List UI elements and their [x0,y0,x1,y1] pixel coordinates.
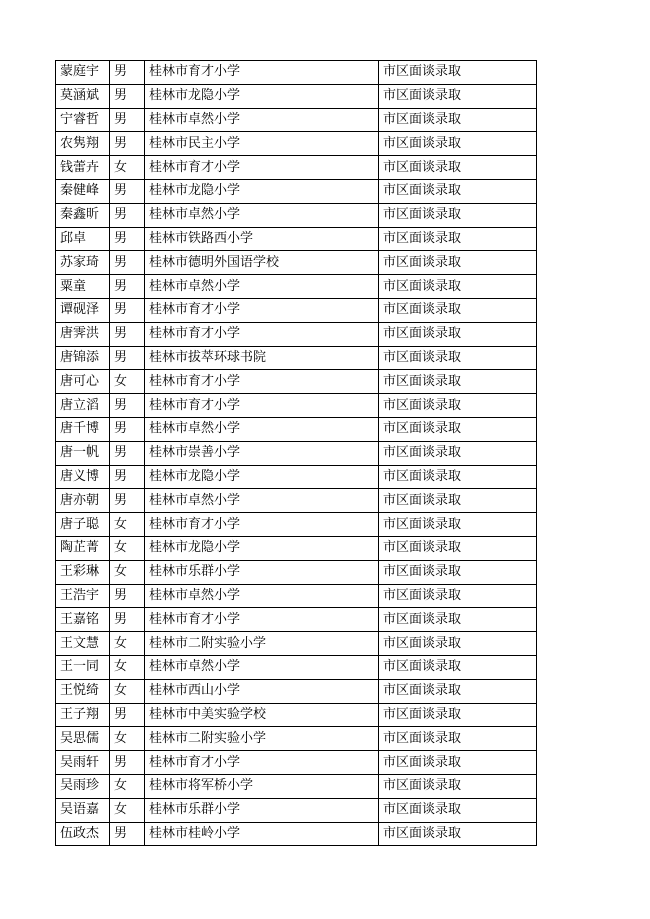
gender-cell: 男 [110,703,145,727]
student-name-cell: 唐霁洪 [56,322,110,346]
table-row [56,655,537,679]
school-cell: 桂林市育才小学 [145,513,379,537]
student-name-cell: 唐立滔 [56,394,110,418]
gender-cell: 男 [110,227,145,251]
result-cell: 市区面谈录取 [379,132,537,156]
school-cell: 桂林市卓然小学 [145,275,379,299]
student-name-cell: 王浩宇 [56,584,110,608]
school-cell: 桂林市育才小学 [145,322,379,346]
table-row [56,275,537,299]
result-cell: 市区面谈录取 [379,560,537,584]
student-name-cell: 唐锦添 [56,346,110,370]
school-cell: 桂林市龙隐小学 [145,179,379,203]
student-name-cell: 唐可心 [56,370,110,394]
table-row [56,584,537,608]
result-cell: 市区面谈录取 [379,298,537,322]
school-cell: 桂林市卓然小学 [145,489,379,513]
student-name-cell: 唐一帆 [56,441,110,465]
table-row [56,370,537,394]
school-cell: 桂林市崇善小学 [145,441,379,465]
table-row [56,203,537,227]
gender-cell: 女 [110,727,145,751]
school-cell: 桂林市龙隐小学 [145,536,379,560]
school-cell: 桂林市育才小学 [145,61,379,85]
table-row [56,179,537,203]
result-cell: 市区面谈录取 [379,489,537,513]
table-row [56,132,537,156]
student-name-cell: 伍政杰 [56,822,110,846]
table-row [56,251,537,275]
table-row [56,465,537,489]
table-row [56,513,537,537]
result-cell: 市区面谈录取 [379,703,537,727]
student-name-cell: 邱卓 [56,227,110,251]
student-name-cell: 王子翔 [56,703,110,727]
student-name-cell: 吴思儒 [56,727,110,751]
gender-cell: 男 [110,489,145,513]
table-row [56,417,537,441]
student-name-cell: 农隽翔 [56,132,110,156]
gender-cell: 女 [110,156,145,180]
table-row [56,227,537,251]
gender-cell: 女 [110,513,145,537]
school-cell: 桂林市卓然小学 [145,203,379,227]
student-name-cell: 王文慧 [56,632,110,656]
school-cell: 桂林市民主小学 [145,132,379,156]
result-cell: 市区面谈录取 [379,679,537,703]
gender-cell: 男 [110,251,145,275]
student-name-cell: 唐亦朝 [56,489,110,513]
result-cell: 市区面谈录取 [379,822,537,846]
school-cell: 桂林市育才小学 [145,298,379,322]
school-cell: 桂林市二附实验小学 [145,632,379,656]
student-name-cell: 唐义博 [56,465,110,489]
student-name-cell: 谭砚泽 [56,298,110,322]
table-row [56,84,537,108]
student-name-cell: 秦鑫昕 [56,203,110,227]
admission-table [55,60,537,846]
result-cell: 市区面谈录取 [379,798,537,822]
gender-cell: 女 [110,774,145,798]
result-cell: 市区面谈录取 [379,156,537,180]
result-cell: 市区面谈录取 [379,584,537,608]
school-cell: 桂林市龙隐小学 [145,465,379,489]
table-row [56,632,537,656]
gender-cell: 男 [110,822,145,846]
school-cell: 桂林市西山小学 [145,679,379,703]
school-cell: 桂林市育才小学 [145,608,379,632]
table-row [56,774,537,798]
school-cell: 桂林市卓然小学 [145,108,379,132]
table-row [56,156,537,180]
student-name-cell: 吴雨珍 [56,774,110,798]
student-name-cell: 王彩琳 [56,560,110,584]
student-name-cell: 秦健峰 [56,179,110,203]
school-cell: 桂林市将军桥小学 [145,774,379,798]
school-cell: 桂林市卓然小学 [145,417,379,441]
student-name-cell: 宁睿哲 [56,108,110,132]
table-row [56,489,537,513]
result-cell: 市区面谈录取 [379,465,537,489]
table-row [56,727,537,751]
gender-cell: 男 [110,275,145,299]
result-cell: 市区面谈录取 [379,251,537,275]
school-cell: 桂林市乐群小学 [145,560,379,584]
student-name-cell: 吴雨轩 [56,751,110,775]
student-name-cell: 蒙庭宇 [56,61,110,85]
table-row [56,679,537,703]
table-row [56,536,537,560]
student-name-cell: 钱蕾卉 [56,156,110,180]
table-row [56,703,537,727]
table-row [56,798,537,822]
result-cell: 市区面谈录取 [379,655,537,679]
school-cell: 桂林市拔萃环球书院 [145,346,379,370]
gender-cell: 女 [110,655,145,679]
table-row [56,608,537,632]
student-name-cell: 粟童 [56,275,110,299]
student-name-cell: 陶芷菁 [56,536,110,560]
gender-cell: 女 [110,632,145,656]
table-row [56,346,537,370]
table-row [56,822,537,846]
result-cell: 市区面谈录取 [379,513,537,537]
school-cell: 桂林市育才小学 [145,751,379,775]
result-cell: 市区面谈录取 [379,61,537,85]
school-cell: 桂林市龙隐小学 [145,84,379,108]
gender-cell: 男 [110,608,145,632]
gender-cell: 男 [110,298,145,322]
table-row [56,394,537,418]
result-cell: 市区面谈录取 [379,370,537,394]
admission-table-body [56,61,537,846]
school-cell: 桂林市育才小学 [145,156,379,180]
school-cell: 桂林市桂岭小学 [145,822,379,846]
result-cell: 市区面谈录取 [379,608,537,632]
gender-cell: 男 [110,751,145,775]
gender-cell: 男 [110,346,145,370]
result-cell: 市区面谈录取 [379,108,537,132]
gender-cell: 女 [110,536,145,560]
school-cell: 桂林市乐群小学 [145,798,379,822]
gender-cell: 女 [110,560,145,584]
table-row [56,322,537,346]
gender-cell: 男 [110,584,145,608]
gender-cell: 男 [110,108,145,132]
gender-cell: 女 [110,370,145,394]
gender-cell: 男 [110,441,145,465]
gender-cell: 男 [110,179,145,203]
gender-cell: 男 [110,61,145,85]
result-cell: 市区面谈录取 [379,536,537,560]
result-cell: 市区面谈录取 [379,84,537,108]
gender-cell: 男 [110,203,145,227]
table-row [56,751,537,775]
school-cell: 桂林市德明外国语学校 [145,251,379,275]
school-cell: 桂林市卓然小学 [145,584,379,608]
result-cell: 市区面谈录取 [379,179,537,203]
result-cell: 市区面谈录取 [379,275,537,299]
school-cell: 桂林市二附实验小学 [145,727,379,751]
student-name-cell: 苏家琦 [56,251,110,275]
table-row [56,441,537,465]
result-cell: 市区面谈录取 [379,727,537,751]
gender-cell: 男 [110,132,145,156]
student-name-cell: 王悦绮 [56,679,110,703]
result-cell: 市区面谈录取 [379,394,537,418]
result-cell: 市区面谈录取 [379,322,537,346]
student-name-cell: 王一同 [56,655,110,679]
gender-cell: 男 [110,465,145,489]
table-row [56,108,537,132]
student-name-cell: 王嘉铭 [56,608,110,632]
gender-cell: 男 [110,394,145,418]
gender-cell: 女 [110,798,145,822]
school-cell: 桂林市中美实验学校 [145,703,379,727]
student-name-cell: 莫涵斌 [56,84,110,108]
result-cell: 市区面谈录取 [379,774,537,798]
result-cell: 市区面谈录取 [379,203,537,227]
school-cell: 桂林市卓然小学 [145,655,379,679]
result-cell: 市区面谈录取 [379,751,537,775]
result-cell: 市区面谈录取 [379,417,537,441]
student-name-cell: 唐千博 [56,417,110,441]
table-row [56,560,537,584]
gender-cell: 女 [110,679,145,703]
gender-cell: 男 [110,322,145,346]
student-name-cell: 吴语嘉 [56,798,110,822]
table-row [56,298,537,322]
gender-cell: 男 [110,417,145,441]
school-cell: 桂林市育才小学 [145,370,379,394]
school-cell: 桂林市育才小学 [145,394,379,418]
student-name-cell: 唐子聪 [56,513,110,537]
table-row [56,61,537,85]
gender-cell: 男 [110,84,145,108]
result-cell: 市区面谈录取 [379,632,537,656]
result-cell: 市区面谈录取 [379,346,537,370]
school-cell: 桂林市铁路西小学 [145,227,379,251]
result-cell: 市区面谈录取 [379,227,537,251]
result-cell: 市区面谈录取 [379,441,537,465]
